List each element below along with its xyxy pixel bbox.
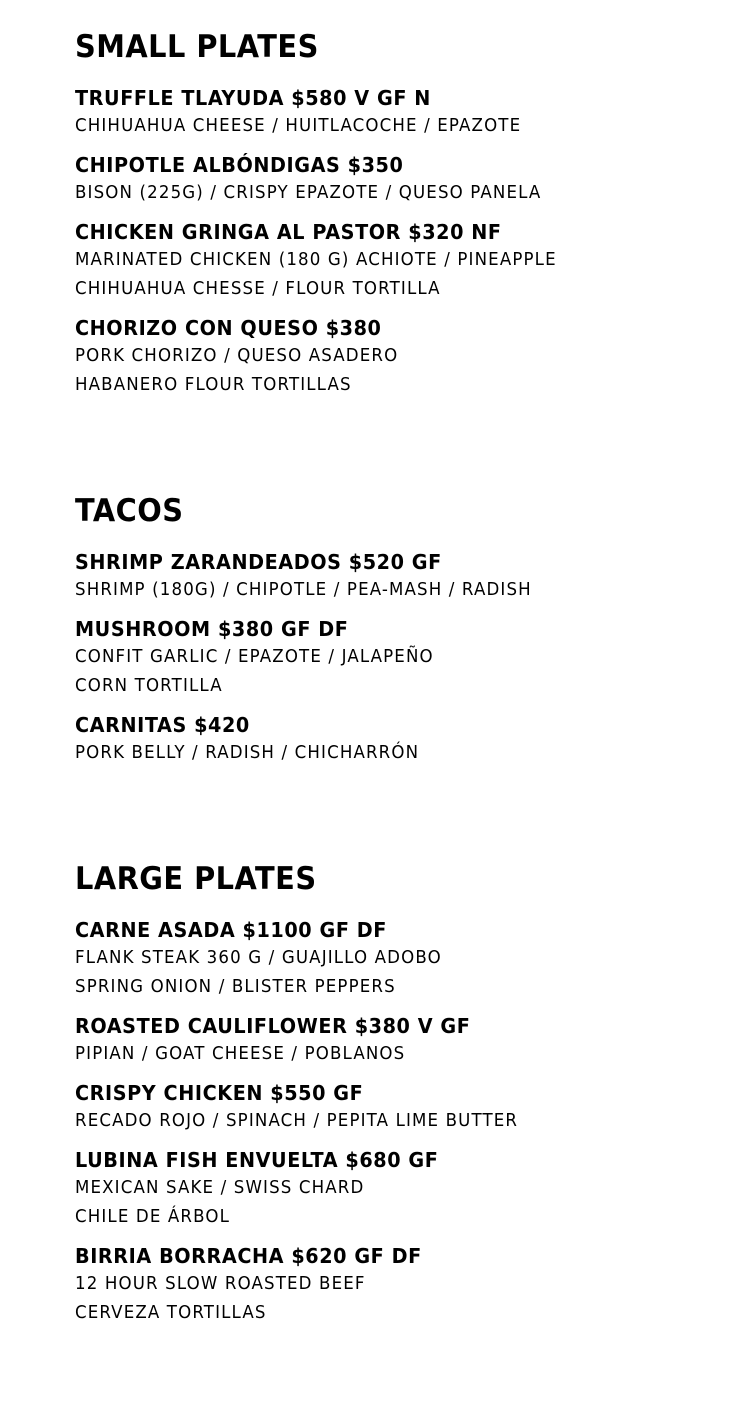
item-description: PORK CHORIZO / QUESO ASADERO <box>75 346 399 366</box>
menu-item <box>75 218 735 304</box>
item-description: MEXICAN SAKE / SWISS CHARD <box>75 1178 365 1198</box>
menu-item <box>75 711 735 768</box>
section-small-plates <box>75 28 735 400</box>
item-description: CERVEZA TORTILLAS <box>75 1303 267 1323</box>
section-title: LARGE PLATES <box>75 861 317 897</box>
item-name: CHIPOTLE ALBÓNDIGAS $350 <box>75 153 404 177</box>
item-description: SHRIMP (180G) / CHIPOTLE / PEA-MASH / RADISH <box>75 580 532 600</box>
item-description: 12 HOUR SLOW ROASTED BEEF <box>75 1274 366 1294</box>
item-name: BIRRIA BORRACHA $620 GF DF <box>75 1244 422 1268</box>
menu-item <box>75 314 735 400</box>
menu-item <box>75 84 735 141</box>
item-description: PORK BELLY / RADISH / CHICHARRÓN <box>75 743 420 763</box>
menu-item <box>75 916 735 1002</box>
item-description: MARINATED CHICKEN (180 G) ACHIOTE / PINEAPPLE <box>75 250 557 270</box>
item-description: CHIHUAHUA CHESSE / FLOUR TORTILLA <box>75 279 441 299</box>
item-description: CHIHUAHUA CHEESE / HUITLACOCHE / EPAZOTE <box>75 116 522 136</box>
menu-item <box>75 151 735 208</box>
menu-item <box>75 1146 735 1232</box>
item-description: CHILE DE ÁRBOL <box>75 1207 231 1227</box>
item-name: CARNE ASADA $1100 GF DF <box>75 918 387 942</box>
item-name: SHRIMP ZARANDEADOS $520 GF <box>75 550 442 574</box>
item-description: SPRING ONION / BLISTER PEPPERS <box>75 977 396 997</box>
item-description: CORN TORTILLA <box>75 676 223 696</box>
item-description: BISON (225G) / CRISPY EPAZOTE / QUESO PANELA <box>75 183 542 203</box>
item-name: CHICKEN GRINGA AL PASTOR $320 NF <box>75 220 502 244</box>
menu-item <box>75 548 735 605</box>
section-title: SMALL PLATES <box>75 29 319 65</box>
section-title: TACOS <box>75 493 184 529</box>
item-name: CHORIZO CON QUESO $380 <box>75 316 382 340</box>
item-description: PIPIAN / GOAT CHEESE / POBLANOS <box>75 1044 406 1064</box>
section-large-plates <box>75 860 735 1328</box>
menu-item <box>75 1242 735 1328</box>
item-name: MUSHROOM $380 GF DF <box>75 617 349 641</box>
item-description: HABANERO FLOUR TORTILLAS <box>75 375 352 395</box>
menu-item <box>75 615 735 701</box>
section-tacos <box>75 492 735 768</box>
item-name: TRUFFLE TLAYUDA $580 V GF N <box>75 86 431 110</box>
item-name: CRISPY CHICKEN $550 GF <box>75 1081 364 1105</box>
menu-item <box>75 1012 735 1069</box>
item-name: ROASTED CAULIFLOWER $380 V GF <box>75 1014 471 1038</box>
menu-item <box>75 1079 735 1136</box>
item-name: CARNITAS $420 <box>75 713 250 737</box>
item-description: CONFIT GARLIC / EPAZOTE / JALAPEÑO <box>75 647 434 667</box>
item-name: LUBINA FISH ENVUELTA $680 GF <box>75 1148 439 1172</box>
item-description: RECADO ROJO / SPINACH / PEPITA LIME BUTTER <box>75 1111 519 1131</box>
item-description: FLANK STEAK 360 G / GUAJILLO ADOBO <box>75 948 442 968</box>
